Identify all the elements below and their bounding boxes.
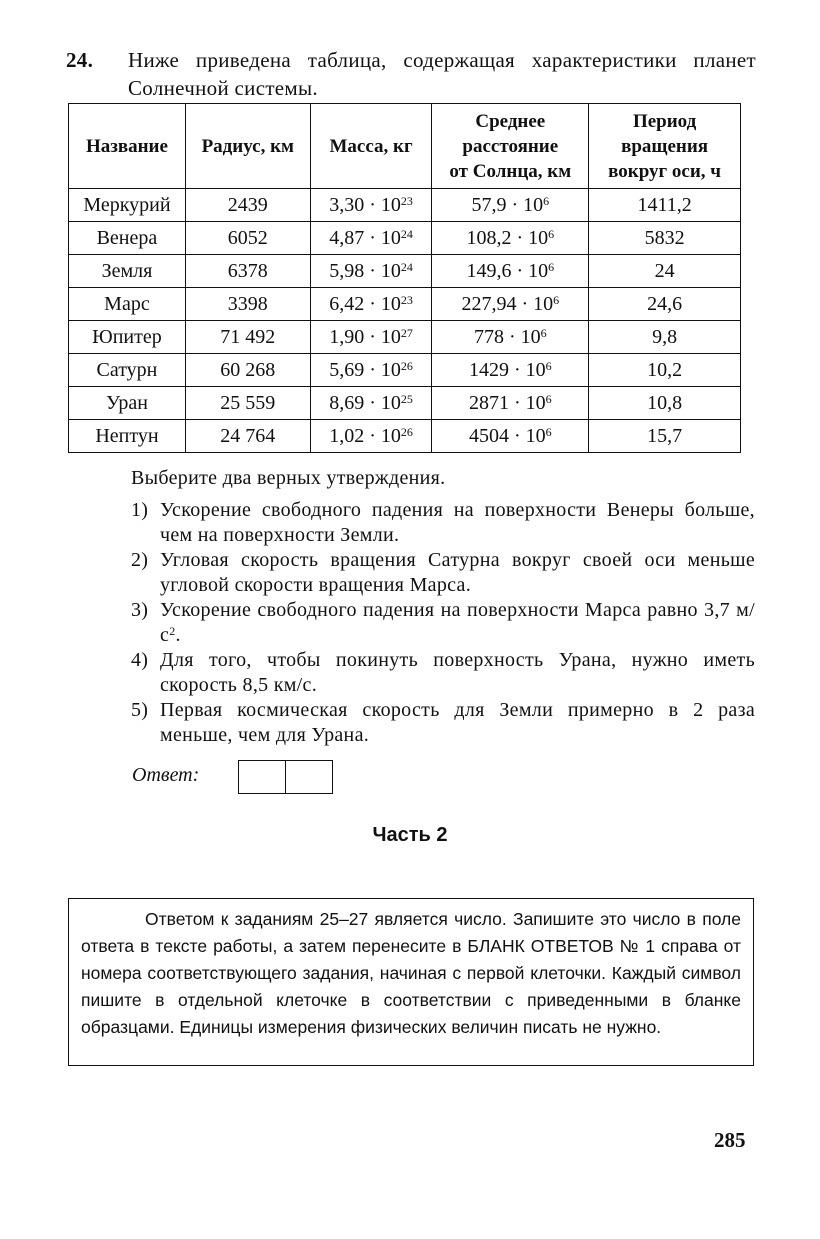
header-distance [432,104,589,189]
table-row [69,354,741,387]
planet-name: Сатурн [69,354,186,387]
distance-mantissa: 108,2 · 10 [466,227,549,249]
option-text: Первая космическая скорость для Земли примерно в 2 раза меньше, чем для Урана. [160,699,755,746]
planet-period: 5832 [589,222,741,255]
option-4 [131,648,755,698]
table-row [69,321,741,354]
answer-cell-2[interactable] [285,761,332,793]
planet-distance [432,189,589,222]
planet-distance [432,255,589,288]
mass-mantissa: 3,30 · 10 [329,194,401,216]
mass-mantissa: 8,69 · 10 [329,392,401,414]
planet-name: Нептун [69,420,186,453]
header-radius: Радиус, км [185,104,310,189]
planet-period: 15,7 [589,420,741,453]
instruction-box: Ответом к заданиям 25–27 является число. Запишите это число в поле ответа в тексте работы, а затем перенесите в БЛАНК ОТВЕТОВ № 1 справа от номера соответствующего задания, начиная с первой клеточки. Каждый символ пишите в отдельной клеточке в соответствии с приведенными в бланке образцами. Единицы измерения физических величин писать не нужно. [68,898,754,1066]
task-number: 24. [66,48,94,72]
planet-distance [432,288,589,321]
planet-name: Венера [69,222,186,255]
distance-mantissa: 227,94 · 10 [461,293,554,315]
option-1 [131,498,755,548]
option-text-end: . [175,624,181,646]
planet-name: Уран [69,387,186,420]
header-name: Название [69,104,186,189]
mass-mantissa: 5,69 · 10 [329,359,401,381]
mass-exponent: 24 [400,227,413,241]
planet-mass [310,189,432,222]
option-number: 1) [131,499,149,521]
table-row [69,420,741,453]
table-row [69,222,741,255]
option-2 [131,548,755,598]
task-24 [66,46,756,102]
option-text-superscript: 2 [169,624,176,638]
planet-period: 10,8 [589,387,741,420]
planet-mass [310,387,432,420]
task-text: Ниже приведена таблица, содержащая характеристики планет Солнечной системы. [128,48,756,100]
planet-radius: 60 268 [185,354,310,387]
planet-mass [310,354,432,387]
header-mass: Масса, кг [310,104,432,189]
choose-instruction: Выберите два верных утверждения. [131,467,446,489]
mass-mantissa: 1,02 · 10 [329,425,401,447]
header-distance-line2: расстояние [462,135,559,157]
planet-mass [310,288,432,321]
planet-distance [432,222,589,255]
planet-radius: 6052 [185,222,310,255]
planet-radius: 6378 [185,255,310,288]
planet-distance [432,354,589,387]
distance-mantissa: 1429 · 10 [468,359,546,381]
distance-exponent: 6 [548,227,555,241]
planet-radius: 71 492 [185,321,310,354]
part-title: Часть 2 [372,824,448,846]
planet-period: 1411,2 [589,189,741,222]
page-number: 285 [714,1128,746,1152]
planets-table [68,103,741,453]
mass-exponent: 26 [400,359,413,373]
answer-label: Ответ: [132,764,200,786]
planet-name: Юпитер [69,321,186,354]
answer-cell-1[interactable] [239,761,285,793]
distance-exponent: 6 [553,293,560,307]
distance-mantissa: 2871 · 10 [468,392,546,414]
table-row [69,255,741,288]
table-header-row [69,104,741,189]
header-distance-line1: Среднее [475,110,546,132]
task-header [66,46,756,102]
planet-mass [310,222,432,255]
mass-mantissa: 4,87 · 10 [329,227,401,249]
planet-radius: 2439 [185,189,310,222]
planet-radius: 24 764 [185,420,310,453]
option-text: Для того, чтобы покинуть поверхность Урана, нужно иметь скорость 8,5 км/с. [160,649,755,696]
planet-period: 24,6 [589,288,741,321]
planet-radius: 3398 [185,288,310,321]
planet-name: Земля [69,255,186,288]
distance-exponent: 6 [548,260,555,274]
planet-period: 24 [589,255,741,288]
mass-mantissa: 1,90 · 10 [329,326,401,348]
mass-exponent: 23 [400,293,413,307]
distance-exponent: 6 [543,194,550,208]
planet-distance [432,420,589,453]
distance-exponent: 6 [545,359,552,373]
planet-mass [310,420,432,453]
option-number: 3) [131,599,149,621]
table-row [69,189,741,222]
planet-period: 9,8 [589,321,741,354]
option-3 [131,598,755,648]
distance-exponent: 6 [540,326,547,340]
option-number: 4) [131,649,149,671]
distance-mantissa: 4504 · 10 [468,425,546,447]
planet-name: Меркурий [69,189,186,222]
planet-mass [310,255,432,288]
distance-mantissa: 149,6 · 10 [466,260,549,282]
header-period-line2: вращения [621,135,709,157]
distance-mantissa: 57,9 · 10 [471,194,544,216]
distance-exponent: 6 [545,392,552,406]
mass-mantissa: 5,98 · 10 [329,260,401,282]
planet-period: 10,2 [589,354,741,387]
header-period-line1: Период [632,110,697,132]
option-number: 2) [131,549,149,571]
mass-exponent: 27 [400,326,413,340]
mass-exponent: 24 [400,260,413,274]
table-row [69,387,741,420]
mass-exponent: 23 [400,194,413,208]
mass-mantissa: 6,42 · 10 [329,293,401,315]
option-text: Угловая скорость вращения Сатурна вокруг своей оси меньше угловой скорости вращения Марса. [160,549,755,596]
option-number: 5) [131,699,149,721]
planet-distance [432,321,589,354]
option-text: Ускорение свободного падения на поверхности Марса равно 3,7 м/с [160,599,755,646]
answer-boxes[interactable] [238,760,333,794]
distance-mantissa: 778 · 10 [473,326,541,348]
planet-radius: 25 559 [185,387,310,420]
planet-name: Марс [69,288,186,321]
table-row [69,288,741,321]
option-text: Ускорение свободного падения на поверхности Венеры больше, чем на поверхности Земли. [160,499,755,546]
distance-exponent: 6 [545,425,552,439]
header-period-line3: вокруг оси, ч [608,160,722,182]
option-5 [131,698,755,748]
planet-mass [310,321,432,354]
header-distance-line3: от Солнца, км [449,160,572,182]
options-list [131,498,755,748]
header-period [589,104,741,189]
mass-exponent: 25 [400,392,413,406]
planet-distance [432,387,589,420]
mass-exponent: 26 [400,425,413,439]
